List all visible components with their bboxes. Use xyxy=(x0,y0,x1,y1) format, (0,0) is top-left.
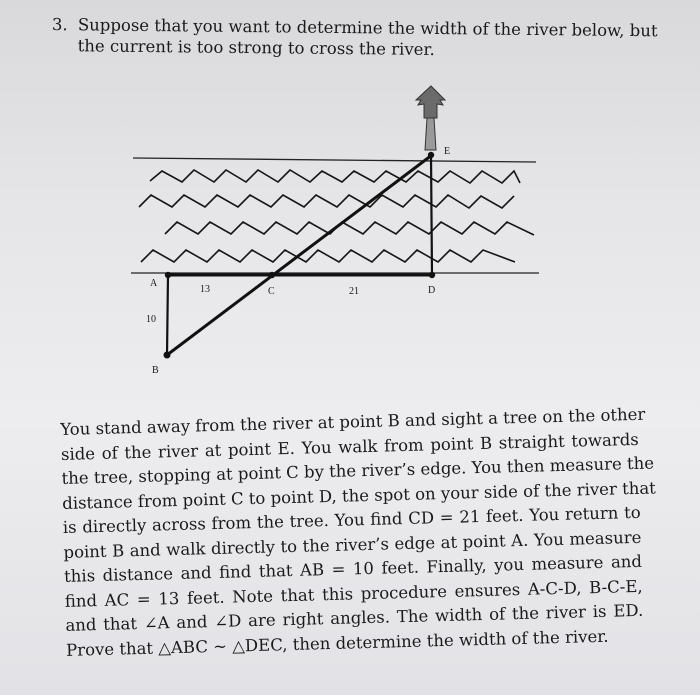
point-A-dot xyxy=(165,272,171,278)
river-waves xyxy=(139,170,534,262)
line-AB xyxy=(167,275,168,355)
intro-line-2: the current is too strong to cross the river. xyxy=(77,36,435,60)
body-line-5: is directly across from the tree. You find CD = 21 feet. You return to xyxy=(62,502,641,537)
body-line-1: You stand away from the river at point B and sight a tree on the other xyxy=(60,404,646,439)
far-bank-line xyxy=(133,158,536,162)
body-line-8: find AC = 13 feet. Note that this procedure ensures A-C-D, B-C-E, xyxy=(64,576,643,611)
tree-icon xyxy=(416,86,445,150)
body-line-9: and that ∠A and ∠D are right angles. The width of the river is ED. xyxy=(65,600,644,635)
line-ED xyxy=(431,155,432,275)
photo-bottom-edge xyxy=(0,695,700,699)
body-line-7: this distance and find that AB = 10 feet. Finally, you measure and xyxy=(63,551,643,586)
point-E-dot xyxy=(428,152,434,158)
label-point-B: B xyxy=(152,365,159,376)
body-line-6: point B and walk directly to the river’s edge at point A. You measure xyxy=(63,527,642,562)
label-point-D: D xyxy=(428,285,436,296)
body-line-4: distance from point C to point D, the spot on your side of the river that xyxy=(61,477,657,513)
label-AB-length: 10 xyxy=(146,314,156,325)
body-line-2: side of the river at point E. You walk from point B straight towards xyxy=(60,429,639,464)
label-point-E: E xyxy=(444,146,451,157)
intro-line-1: Suppose that you want to determine the width of the river below, but xyxy=(77,15,658,41)
label-point-A: A xyxy=(150,278,158,289)
problem-body xyxy=(60,402,666,663)
point-C-dot xyxy=(269,272,275,278)
body-line-10: Prove that △ABC ~ △DEC, then determine the width of the river. xyxy=(65,626,609,660)
label-AC-length: 13 xyxy=(200,284,210,295)
label-point-C: C xyxy=(268,286,275,297)
body-line-3: the tree, stopping at point C by the river’s edge. You then measure the xyxy=(61,453,655,488)
point-D-dot xyxy=(429,272,435,278)
point-B-dot xyxy=(164,352,171,359)
problem-number: 3. xyxy=(51,14,68,35)
label-CD-length: 21 xyxy=(349,286,359,297)
